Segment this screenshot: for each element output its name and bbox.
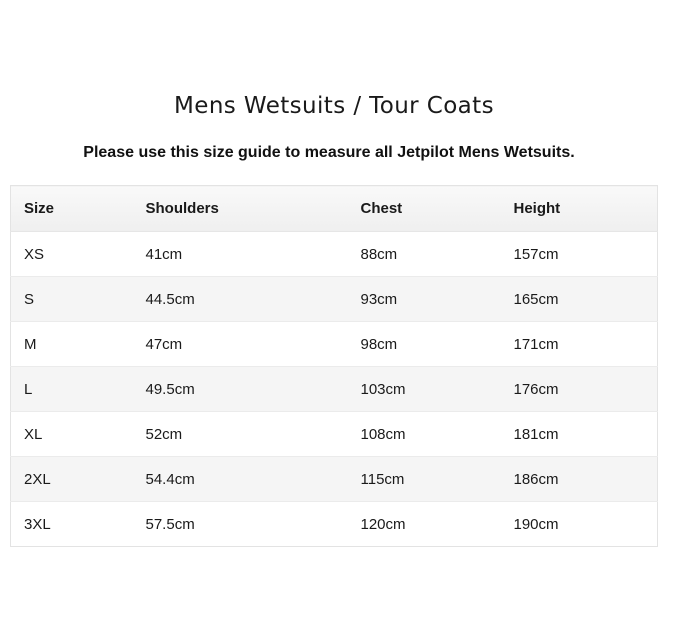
- cell-height: 157cm: [513, 245, 559, 263]
- cell-shoulders: 47cm: [145, 335, 183, 353]
- cell-shoulders: 41cm: [145, 245, 183, 263]
- cell-size: L: [24, 380, 33, 398]
- header-chest: Chest: [361, 186, 514, 232]
- cell-chest: 88cm: [360, 245, 398, 263]
- header-shoulders: Shoulders: [146, 186, 361, 232]
- cell-size: 3XL: [24, 515, 51, 533]
- cell-shoulders: 49.5cm: [145, 380, 195, 398]
- cell-shoulders: 57.5cm: [145, 515, 195, 533]
- cell-height: 186cm: [513, 470, 559, 488]
- size-guide-table: [10, 185, 658, 547]
- header-size: Size: [11, 186, 146, 232]
- table-header-row: [11, 186, 658, 232]
- page-title: Mens Wetsuits / Tour Coats: [174, 93, 494, 119]
- cell-chest: 115cm: [360, 470, 405, 488]
- cell-chest: 103cm: [360, 380, 406, 398]
- cell-chest: 120cm: [360, 515, 406, 533]
- cell-size: XS: [24, 245, 45, 263]
- cell-height: 190cm: [513, 515, 559, 533]
- header-height: Height: [514, 186, 658, 232]
- cell-height: 181cm: [513, 425, 559, 443]
- cell-height: 171cm: [513, 335, 559, 353]
- table-row: [11, 367, 658, 412]
- table-row: [11, 502, 658, 547]
- table-row: [11, 322, 658, 367]
- cell-chest: 98cm: [360, 335, 398, 353]
- page-subtitle: Please use this size guide to measure all Jetpilot Mens Wetsuits.: [83, 144, 575, 161]
- cell-size: XL: [24, 425, 43, 443]
- cell-size: S: [24, 290, 35, 308]
- cell-height: 165cm: [513, 290, 559, 308]
- cell-size: M: [24, 335, 37, 353]
- table-row: [11, 277, 658, 322]
- table-row: [11, 457, 658, 502]
- table-row: [11, 412, 658, 457]
- cell-chest: 93cm: [360, 290, 398, 308]
- cell-shoulders: 54.4cm: [145, 470, 195, 488]
- table-row: [11, 232, 658, 277]
- cell-chest: 108cm: [360, 425, 406, 443]
- cell-height: 176cm: [513, 380, 559, 398]
- cell-size: 2XL: [24, 470, 51, 488]
- cell-shoulders: 52cm: [145, 425, 183, 443]
- cell-shoulders: 44.5cm: [145, 290, 195, 308]
